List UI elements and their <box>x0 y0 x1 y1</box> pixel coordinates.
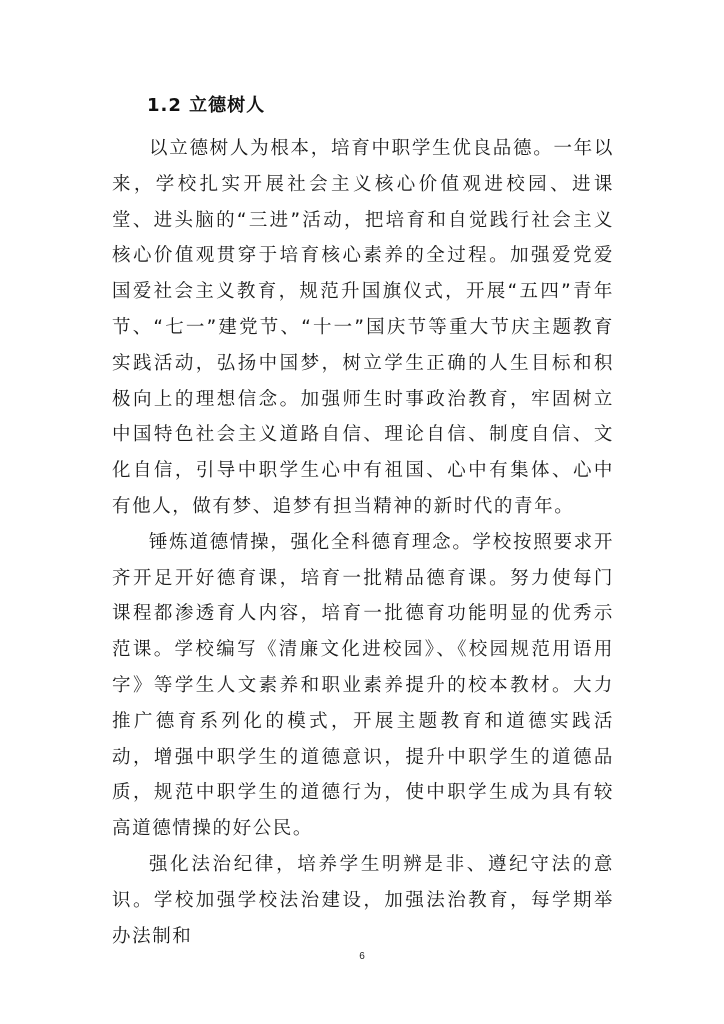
paragraph-moral-cultivation: 锤炼道德情操，强化全科德育理念。学校按照要求开齐开足开好德育课，培育一批精品德育课。努力使每门课程都渗透育人内容，培育一批德育功能明显的优秀示范课。学校编写《清廉文化进校园》、《校园规范用语用字》等学生人文素养和职业素养提升的校本教材。大力推广德育系列化的模式，开展主题教育和道德实践活动，增强中职学生的道德意识，提升中职学生的道德品质，规范中职学生的道德行为，使中职学生成为具有较高道德情操的好公民。 <box>112 531 614 840</box>
section-heading: 1.2 立德树人 <box>147 95 266 116</box>
page-number: 6 <box>359 951 365 962</box>
paragraph-moral-education: 以立德树人为根本，培育中职学生优良品德。一年以来，学校扎实开展社会主义核心价值观进校园、进课堂、进头脑的“三进”活动，把培育和自觉践行社会主义核心价值观贯穿于培育核心素养的全过程。加强爱党爱国爱社会主义教育，规范升国旗仪式，开展“五四”青年节、“七一”建党节、“十一”国庆节等重大节庆主题教育实践活动，弘扬中国梦，树立学生正确的人生目标和积极向上的理想信念。加强师生时事政治教育，牢固树立中国特色社会主义道路自信、理论自信、制度自信、文化自信，引导中职学生心中有祖国、心中有集体、心中有他人，做有梦、追梦有担当精神的新时代的青年。 <box>112 138 614 517</box>
paragraph-rule-of-law: 强化法治纪律，培养学生明辨是非、遵纪守法的意识。学校加强学校法治建设，加强法治教育，每学期举办法制和 <box>112 853 614 947</box>
body-text <box>112 131 614 954</box>
